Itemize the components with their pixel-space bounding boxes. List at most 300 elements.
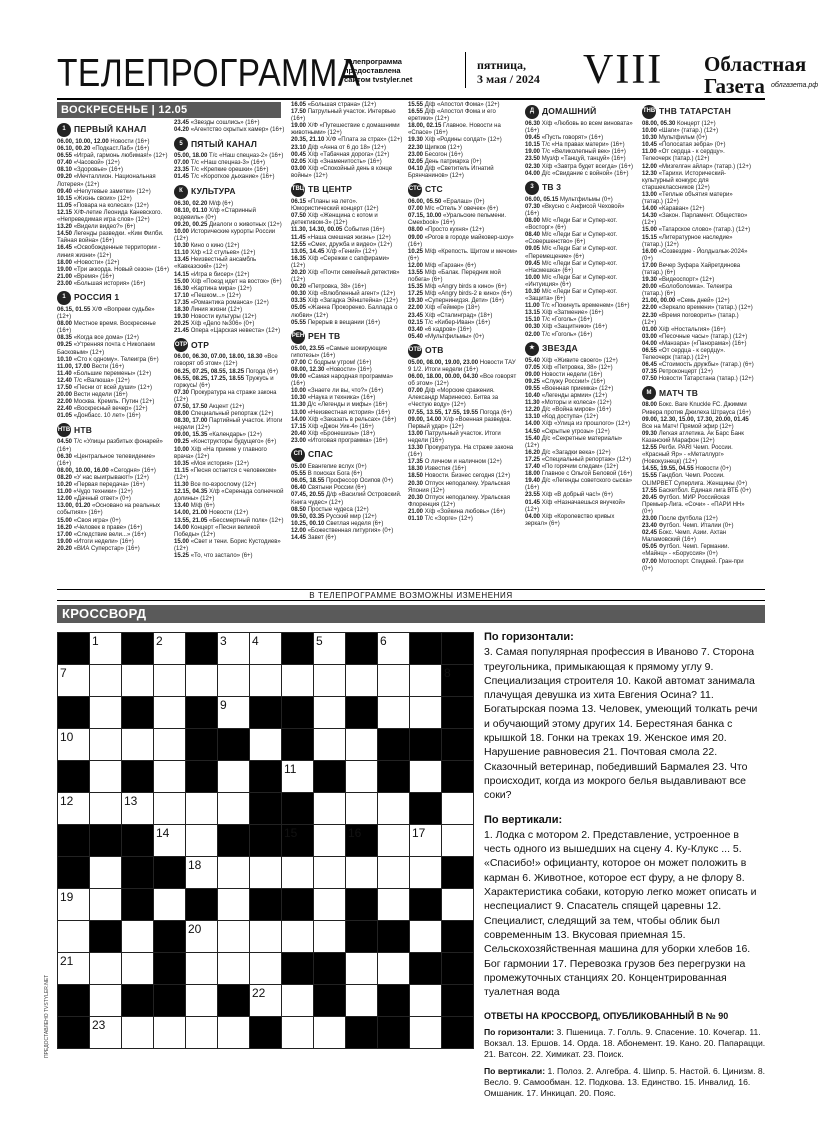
crossword-cell[interactable]	[409, 920, 442, 953]
program-item: 16.20 «Человек в праве» (16+)	[57, 524, 143, 531]
issue-weekday: пятница,	[477, 58, 527, 72]
program-item: 08.00, 05.30 Концерт (12+)	[642, 121, 716, 127]
program-time: 20.30	[408, 480, 425, 487]
program-item: 18.30 Известия (16+)	[408, 466, 467, 473]
program-item: 10.10 «Сто к одному». Телеигра (6+)	[57, 356, 159, 363]
program-item: 19.40 Д/с «Легенды советского сыска» (16+)	[525, 478, 633, 492]
crossword-cell[interactable]	[313, 824, 346, 857]
crossword-cell[interactable]	[89, 1016, 122, 1049]
crossword-cell[interactable]	[217, 1016, 250, 1049]
crossword-number: 22	[252, 986, 266, 1000]
program-item: 15.00 «Свет и тени. Борис Кустодиев» (12+)	[174, 538, 281, 552]
across-heading: По горизонтали:	[484, 631, 574, 643]
program-time: 23.45	[174, 120, 191, 126]
program-item: 18.50 Новости. Бизнес сегодня (12+)	[408, 473, 511, 480]
program-time: 18.50	[408, 473, 425, 480]
channel-header	[642, 386, 754, 400]
crossword-cell[interactable]	[345, 792, 378, 825]
crossword-cell[interactable]	[89, 664, 122, 697]
crossword-cell[interactable]	[377, 696, 410, 729]
crossword-cell[interactable]	[217, 888, 250, 921]
program-time: 09.55	[525, 386, 542, 392]
crossword-cell[interactable]	[153, 664, 186, 697]
program-item: 19.30 Х/ф «Родины солдат» (12+)	[408, 137, 502, 144]
program-item: 04.00 «Манзара» («Панорама») (16+)	[642, 340, 747, 347]
crossword-cell[interactable]	[89, 952, 122, 985]
crossword-number: 16	[348, 826, 362, 840]
program-item: 06.05, 18.55 Профессор Осипов (0+)	[291, 478, 393, 485]
crossword-block	[185, 632, 218, 665]
crossword-block	[57, 824, 90, 857]
program-item: 05.05 Футбол. Чемп. Германии. «Майнц» - «Боруссия» (0+)	[642, 544, 730, 558]
program-time: 15.40	[525, 435, 542, 442]
crossword-cell[interactable]	[377, 632, 410, 665]
channel-name: ЗВЕЗДА	[542, 343, 578, 354]
program-time: 17.35	[408, 459, 425, 466]
crossword-number: 12	[60, 794, 74, 808]
program-time: 19.00	[57, 538, 74, 545]
program-time: 03.00	[291, 165, 308, 172]
crossword-cell[interactable]	[345, 664, 378, 697]
issue-date	[477, 58, 540, 86]
answers-heading: ОТВЕТЫ НА КРОССВОРД, ОПУБЛИКОВАННЫЙ В № 90	[484, 1011, 729, 1022]
program-time: 12.30	[642, 170, 659, 177]
crossword-block	[89, 824, 122, 857]
crossword-cell[interactable]	[185, 920, 218, 953]
crossword-cell[interactable]	[345, 728, 378, 761]
program-time: 02.45	[642, 530, 659, 537]
program-item: 15.25 «То, что застало» (6+)	[174, 552, 253, 559]
crossword-cell[interactable]	[89, 696, 122, 729]
crossword-cell[interactable]	[89, 856, 122, 889]
newspaper-site: облгазета.рф	[771, 82, 818, 89]
program-item: 13.00, 01.20 «Основано на реальных событиях» (16+)	[57, 503, 161, 517]
crossword-cell[interactable]	[377, 856, 410, 889]
program-time: 04.50	[57, 439, 74, 446]
program-time: 02.00	[525, 331, 542, 338]
program-time: 06.15, 01.55	[57, 306, 93, 313]
program-time: 01.45	[174, 174, 191, 181]
crossword-cell[interactable]	[377, 664, 410, 697]
crossword-cell[interactable]	[89, 728, 122, 761]
program-time: 07.35	[642, 369, 659, 376]
program-time: 08.10, 01.10	[174, 207, 210, 214]
crossword-cell[interactable]	[249, 952, 282, 985]
issue-day: 3 мая / 2024	[477, 72, 540, 86]
crossword-cell[interactable]	[217, 952, 250, 985]
crossword-cell[interactable]	[249, 664, 282, 697]
program-item: 10.15 «Жизнь своих» (12+)	[57, 195, 132, 202]
program-item: 09.30 Легкая атлетика. Ак Барс Банк Казанский Марафон (12+)	[642, 430, 744, 444]
side-credit: ПРЕДОСТАВЛЕНО TVSTYLER.NET	[44, 974, 50, 1058]
crossword-block	[441, 952, 474, 985]
program-time: 13.00, 01.20	[57, 503, 93, 510]
program-item: 11.00 «Чудо техники» (12+)	[57, 489, 133, 496]
program-item: 10.00 Исторические курорты России (12+)	[174, 228, 276, 243]
program-item: 18.30 Линия жизни (12+)	[174, 306, 243, 313]
program-time: 12.00	[291, 527, 308, 534]
crossword-number: 17	[412, 826, 426, 840]
program-item: 06.30, 02.20 М/ф (6+)	[174, 200, 234, 207]
crossword-cell[interactable]	[281, 856, 314, 889]
crossword-cell[interactable]	[441, 792, 474, 825]
program-time: 08.30, 17.00	[174, 418, 210, 425]
crossword-cell[interactable]	[57, 920, 90, 953]
program-time: 08.00, 05.30	[642, 121, 678, 127]
program-time: 00.30	[525, 324, 542, 331]
crossword-block	[313, 760, 346, 793]
crossword-cell[interactable]	[345, 952, 378, 985]
crossword-cell[interactable]	[57, 952, 90, 985]
crossword-cell[interactable]	[313, 632, 346, 665]
crossword-cell[interactable]	[185, 984, 218, 1017]
crossword-cell[interactable]	[185, 664, 218, 697]
program-time: 12.55	[642, 445, 659, 452]
program-item: 10.45 «Полосатая зебра» (0+)	[642, 142, 726, 149]
crossword-cell[interactable]	[185, 792, 218, 825]
crossword-cell[interactable]	[281, 984, 314, 1017]
crossword-number: 8	[444, 666, 451, 680]
program-time: 05.55	[291, 471, 308, 478]
crossword-cell[interactable]	[217, 760, 250, 793]
program-item: 07.30 «Вкусно с Анфисой Чеховой» (16+)	[525, 203, 625, 217]
crossword-cell[interactable]	[377, 888, 410, 921]
program-item: 15.35 М/ф «Angry birds в кино» (6+)	[408, 284, 507, 291]
crossword-cell[interactable]	[313, 792, 346, 825]
channel-name: СПАС	[308, 449, 334, 460]
crossword-cell[interactable]	[89, 984, 122, 1017]
program-item: 09.45 «Пусть говорят» (16+)	[525, 135, 604, 142]
program-item: 14.00 Концерт «Песни великой Победы» (12+)	[174, 524, 260, 538]
crossword-cell[interactable]	[377, 824, 410, 857]
program-item: 12.20 Д/с «Война миров» (16+)	[525, 407, 611, 414]
program-time: 16.05	[291, 102, 308, 108]
crossword-block	[185, 760, 218, 793]
crossword-cell[interactable]	[313, 1016, 346, 1049]
crossword-block	[345, 888, 378, 921]
program-time: 10.00	[525, 274, 542, 281]
answers-down-text: 1. Полоз. 2. Алгебра. 4. Шипр. 5. Настой. 6. Цинизм. 8. Весло. 9. Самообман. 12. Подкова. 13. Единство. 15. Инвалид. 16. Омшаник. 17. Инкицап. 20. Пояс.	[484, 1065, 766, 1098]
crossword-block	[281, 728, 314, 761]
program-time: 02.30	[525, 163, 542, 170]
program-item: 15.00 «Своя игра» (0+)	[57, 517, 121, 524]
program-time: 22.30	[408, 144, 425, 151]
crossword-block	[249, 824, 282, 857]
crossword-cell[interactable]	[185, 856, 218, 889]
crossword-cell[interactable]	[441, 888, 474, 921]
program-item: 13.45 Неизвестный ансамбль «Кавказский» (12+)	[174, 257, 257, 271]
program-time: 15.00	[174, 278, 191, 285]
program-item: 06.25, 07.25, 08.55, 18.25 Погода (6+)	[174, 368, 278, 375]
crossword-cell[interactable]	[409, 664, 442, 697]
program-time: 15.55	[642, 473, 659, 480]
program-item: 08.30, 17.00 Партийный участок. Итоги недели (12+)	[174, 418, 283, 432]
program-item: 15.15 «Литературное наследие» (татар.) (12+)	[642, 234, 733, 248]
program-item: 13.10 «Код доступа» (12+)	[525, 414, 599, 421]
program-time: 06.00, 06.30, 07.00, 18.00, 18.30	[174, 354, 265, 361]
crossword-cell[interactable]	[281, 760, 314, 793]
crossword-cell[interactable]	[153, 888, 186, 921]
crossword-cell[interactable]	[249, 856, 282, 889]
channel-name: СТС	[425, 184, 443, 195]
crossword-cell[interactable]	[345, 984, 378, 1017]
program-time: 06.30, 02.20	[174, 200, 210, 207]
program-time: 09.00, 15.35	[174, 432, 210, 439]
schedule-column	[174, 120, 286, 588]
program-item: 01.10 Т/с «Зорге» (12+)	[408, 515, 473, 522]
program-item: 07.00 Д/ф «Морские сражения. Александр Маринеско. Битва за «Честую воду» (12+)	[408, 388, 499, 409]
program-time: 11.00	[57, 489, 74, 496]
crossword-cell[interactable]	[217, 856, 250, 889]
crossword-number: 5	[316, 634, 323, 648]
crossword-cell[interactable]	[409, 760, 442, 793]
crossword-cell[interactable]	[313, 856, 346, 889]
crossword-block	[377, 760, 410, 793]
crossword-block	[441, 856, 474, 889]
crossword-cell[interactable]	[313, 888, 346, 921]
program-item: 08.00 М/с «Леди Баг и Супер-кот. «Восторг» (6+)	[525, 218, 618, 232]
crossword-cell[interactable]	[57, 888, 90, 921]
program-item: 08.35 «Когда все дома» (12+)	[57, 335, 139, 342]
channel-name: ТВ ЦЕНТР	[308, 184, 353, 195]
crossword-block	[121, 888, 154, 921]
program-item: 16.05 «Большая страна» (12+)	[291, 102, 377, 108]
program-time: 08.35	[57, 335, 74, 342]
crossword-block	[249, 696, 282, 729]
program-item: 17.35 «Романтика романса» (12+)	[174, 299, 269, 306]
crossword-cell[interactable]	[121, 728, 154, 761]
program-time: 16.30	[174, 285, 191, 292]
crossword-cell[interactable]	[57, 728, 90, 761]
program-item: 21.00, 00.00 «Семь дней» (12+)	[642, 298, 730, 305]
crossword-cell[interactable]	[281, 664, 314, 697]
channel-header	[408, 344, 520, 358]
program-item: 12.55 Регби. PARI Чемп. России. «Красный Яр» - «Металлург» (Новокузнецк) (12+)	[642, 445, 733, 466]
crossword-block	[153, 984, 186, 1017]
program-item: 23.45 Х/ф «Сталинград» (18+)	[408, 312, 493, 319]
masthead-rule	[57, 98, 765, 100]
crossword-cell[interactable]	[153, 792, 186, 825]
crossword-cell[interactable]	[345, 856, 378, 889]
crossword-cell[interactable]	[185, 952, 218, 985]
program-item: 11.05 «Повара на колесах» (12+)	[57, 202, 149, 209]
program-item: 06.15, 01.55 Х/Ф «Вопреки судьбе» (12+)	[57, 306, 155, 321]
program-item: 23.10 Д/ф «Анна от 6 до 18» (12+)	[291, 144, 386, 151]
crossword-block	[441, 728, 474, 761]
crossword-block	[121, 984, 154, 1017]
crossword-cell[interactable]	[89, 760, 122, 793]
crossword-cell[interactable]	[217, 920, 250, 953]
program-time: 12.55	[291, 241, 308, 248]
crossword-cell[interactable]	[217, 792, 250, 825]
crossword-number: 1	[92, 634, 99, 648]
program-time: 14.55, 19.55, 04.55	[642, 466, 696, 473]
crossword-block	[217, 728, 250, 761]
crossword-number: 2	[156, 634, 163, 648]
program-item: 02.15 Т/с «Кибер-Иван» (16+)	[408, 319, 491, 326]
program-time: 15.55	[408, 102, 425, 108]
program-item: 09.00, 15.35 «Календарь» (12+)	[174, 432, 262, 439]
crossword-cell[interactable]	[121, 920, 154, 953]
program-item: 06.55, 08.25, 17.25, 18.55 Тружусь и горжусь! (6+)	[174, 375, 274, 389]
program-item: 13.20 «Видели видео?» (6+)	[57, 224, 136, 231]
program-item: 17.25 М/ф «Angry birds-2 в кино» (6+)	[408, 291, 512, 298]
answers-across-text: 3. Пшеница. 7. Голль. 9. Спасение. 10. Кочегар. 11. Вокзал. 13. Ершов. 14. Орда. 18. Абонемент. 19. Кано. 20. Папарацци. 21. Ватсон. 22. Химикат. 23. Поиск.	[484, 1026, 766, 1059]
program-time: 23.00	[291, 437, 308, 444]
program-item: 04.50 Т/с «Улицы разбитых фонарей» (16+)	[57, 439, 163, 453]
channel-logo-icon: 1	[57, 123, 71, 137]
program-time: 16.20	[57, 524, 74, 531]
program-item: 09.20 «Мечталлион. Национальная Лотерея» (12+)	[57, 174, 156, 188]
program-time: 22.30	[642, 312, 659, 319]
program-time: 05.05	[642, 544, 659, 551]
crossword-cell[interactable]	[281, 920, 314, 953]
crossword-block	[185, 888, 218, 921]
crossword-cell[interactable]	[313, 728, 346, 761]
answers-across-label: По горизонтали:	[484, 1026, 555, 1037]
crossword-cell[interactable]	[121, 1016, 154, 1049]
crossword-cell[interactable]	[409, 824, 442, 857]
program-time: 10.00	[174, 446, 191, 453]
program-time: 12.00	[57, 496, 74, 503]
crossword-clues	[484, 630, 766, 1105]
crossword-block	[377, 920, 410, 953]
crossword-cell[interactable]	[153, 632, 186, 665]
crossword-number: 10	[60, 730, 74, 744]
program-time: 07.50	[642, 376, 659, 383]
program-item: 18.00 Главное с Ольгой Беловой (16+)	[525, 471, 633, 478]
crossword-cell[interactable]	[249, 920, 282, 953]
program-time: 05.00, 08.00, 19.00, 23.00	[408, 359, 480, 366]
crossword-cell[interactable]	[153, 728, 186, 761]
channel-name: РЕН ТВ	[308, 331, 341, 342]
program-time: 23.35	[174, 167, 191, 174]
program-time: 08.40	[525, 232, 542, 239]
crossword-block	[345, 824, 378, 857]
crossword-cell[interactable]	[409, 856, 442, 889]
crossword-block	[185, 728, 218, 761]
crossword-block	[153, 952, 186, 985]
program-time: 10.00	[291, 388, 308, 395]
program-item: 23.00 «Большая история» (16+)	[57, 280, 146, 287]
program-time: 01.45	[525, 499, 542, 506]
program-time: 17.25	[408, 291, 425, 298]
program-item: 14.00 «Караван» (12+)	[642, 206, 705, 213]
crossword-cell[interactable]	[249, 984, 282, 1017]
program-time: 15.25	[174, 552, 191, 559]
crossword-block	[345, 632, 378, 665]
crossword-cell[interactable]	[153, 760, 186, 793]
program-item: 08.40 М/с «Леди Баг и Супер-кот. «Совершенство» (6+)	[525, 232, 618, 246]
channel-logo-icon: 5	[174, 137, 188, 151]
crossword-cell[interactable]	[217, 664, 250, 697]
crossword-cell[interactable]	[217, 696, 250, 729]
program-time: 06.15	[291, 199, 308, 206]
program-item: 14.55, 19.55, 04.55 Новости (0+)	[642, 466, 732, 473]
program-item: 11.30, 14.30, 00.05 События (16+)	[291, 227, 385, 234]
program-time: 21.00, 00.00	[642, 298, 678, 305]
program-time: 09.00, 14.00	[408, 416, 444, 423]
channel-header	[57, 123, 169, 137]
crossword-cell[interactable]	[313, 664, 346, 697]
crossword-cell[interactable]	[441, 824, 474, 857]
program-time: 11.30	[291, 402, 308, 409]
channel-name: ОТВ	[425, 345, 444, 356]
crossword-number: 14	[156, 826, 170, 840]
crossword-block	[281, 632, 314, 665]
crossword-cell[interactable]	[57, 792, 90, 825]
crossword-cell[interactable]	[185, 824, 218, 857]
program-item: 00.45 Х/ф «Табачная дорога» (12+)	[291, 151, 390, 158]
crossword-block	[217, 984, 250, 1017]
program-item: 15.00 «Татарское слово» (татар.) (12+)	[642, 227, 751, 234]
program-item: 02.00 Т/с «Гоголь» (16+)	[525, 331, 593, 338]
program-item: 07.00 Мотоспорт. Спидвей. Гран-при (0+)	[642, 558, 744, 572]
program-time: 05.00, 23.55	[291, 345, 327, 352]
program-time: 10.30	[174, 243, 191, 250]
crossword-cell[interactable]	[281, 1016, 314, 1049]
program-item: 10.30 «Наука и техника» (16+)	[291, 395, 376, 402]
crossword-cell[interactable]	[121, 664, 154, 697]
program-item: 12.40 Т/с «Валюша» (12+)	[57, 377, 130, 384]
crossword-cell[interactable]	[89, 632, 122, 665]
crossword-cell[interactable]	[153, 1016, 186, 1049]
program-item: 08.20 «У нас выигрывают!» (12+)	[57, 474, 149, 481]
program-time: 11.45	[291, 234, 308, 241]
program-time: 11.10	[174, 250, 191, 257]
crossword-cell[interactable]	[377, 952, 410, 985]
crossword-cell[interactable]	[121, 952, 154, 985]
crossword-cell[interactable]	[313, 696, 346, 729]
crossword-cell[interactable]	[89, 888, 122, 921]
crossword-block	[409, 888, 442, 921]
crossword-cell[interactable]	[57, 664, 90, 697]
crossword-cell[interactable]	[377, 792, 410, 825]
newspaper-logo	[704, 53, 806, 97]
crossword-cell[interactable]	[249, 632, 282, 665]
program-item: 05.55 Перерыв в вещании (16+)	[291, 319, 380, 326]
crossword-cell[interactable]	[153, 824, 186, 857]
crossword-cell[interactable]	[249, 728, 282, 761]
crossword-block	[345, 920, 378, 953]
program-item: 19.30 «Видеоспорт» (12+)	[642, 277, 715, 284]
program-item: 09.05 М/с «Леди Баг и Супер-кот. «Перемещение» (6+)	[525, 246, 618, 260]
program-item: 06.00, 05.15 Мультфильмы (0+)	[525, 196, 613, 203]
crossword-cell[interactable]	[345, 760, 378, 793]
crossword-cell[interactable]	[217, 632, 250, 665]
crossword-cell[interactable]	[313, 920, 346, 953]
program-time: 17.00	[642, 262, 659, 269]
program-time: 07.50, 17.50	[174, 404, 210, 410]
program-item: 14.00 Х/ф «Заказать в рельсах» (16+)	[291, 416, 397, 423]
program-item: 06.00, 18.00, 00.00, 04.30 «Все говорят об этом» (12+)	[408, 374, 517, 388]
crossword-cell[interactable]	[89, 792, 122, 825]
crossword-cell[interactable]	[121, 792, 154, 825]
program-item: 09.55 «Военная приемка» (12+)	[525, 386, 614, 392]
program-item: 17.00 «Следствие вели...» (16+)	[57, 531, 147, 538]
crossword-number: 13	[124, 794, 138, 808]
crossword-cell[interactable]	[409, 984, 442, 1017]
crossword-cell[interactable]	[153, 696, 186, 729]
program-time: 18.00, 02.15	[408, 123, 444, 130]
changes-notice: В ТЕЛЕПРОГРАММЕ ВОЗМОЖНЫ ИЗМЕНЕНИЯ	[57, 589, 765, 601]
crossword-cell[interactable]	[409, 696, 442, 729]
crossword-block	[121, 856, 154, 889]
crossword-cell[interactable]	[409, 1016, 442, 1049]
program-item: 08.10, 01.10 Х/ф «Старинный водевиль» (0+)	[174, 207, 256, 221]
crossword-band: КРОССВОРД	[57, 605, 765, 623]
crossword-cell[interactable]	[185, 1016, 218, 1049]
